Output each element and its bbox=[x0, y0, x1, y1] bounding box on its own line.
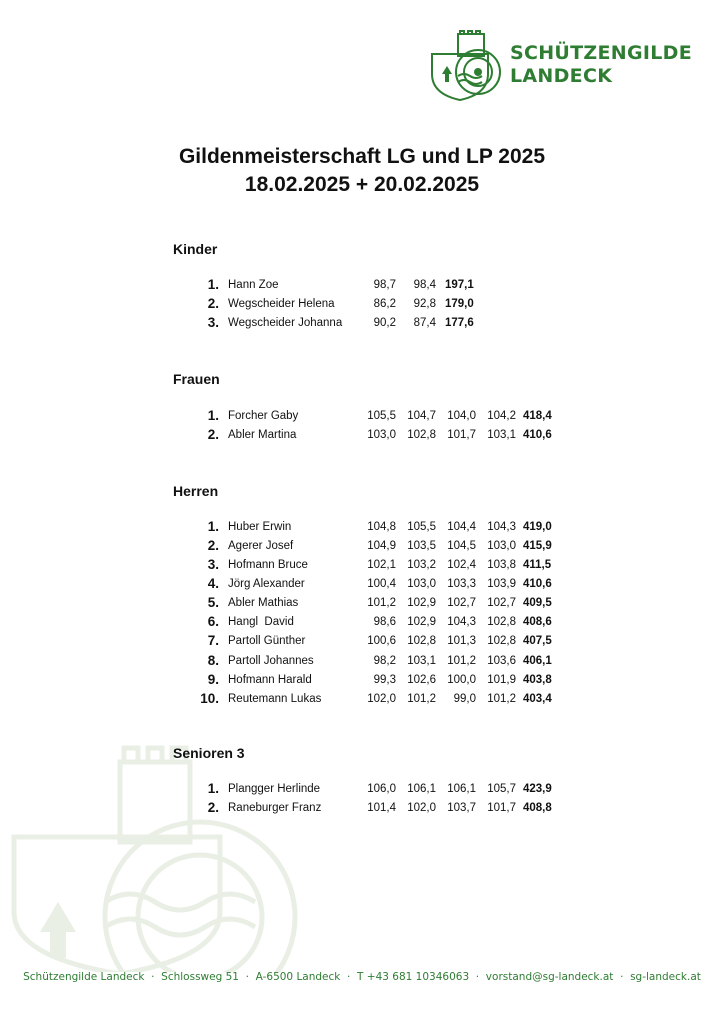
score: 86,2 bbox=[373, 298, 396, 310]
result-row bbox=[0, 317, 724, 336]
club-logo bbox=[428, 30, 708, 102]
score: 104,2 bbox=[487, 410, 516, 422]
score: 101,9 bbox=[487, 674, 516, 686]
score: 101,7 bbox=[487, 802, 516, 814]
score: 102,0 bbox=[367, 693, 396, 705]
rank: 8. bbox=[207, 653, 219, 668]
score: 103,7 bbox=[447, 802, 476, 814]
title-line2: 18.02.2025 + 20.02.2025 bbox=[244, 173, 480, 196]
score: 104,4 bbox=[447, 521, 476, 533]
score: 102,7 bbox=[487, 597, 516, 609]
rank: 6. bbox=[207, 614, 219, 629]
score: 101,4 bbox=[367, 802, 396, 814]
score: 101,2 bbox=[407, 693, 436, 705]
score: 104,3 bbox=[447, 616, 476, 628]
result-row bbox=[0, 616, 724, 635]
shooter-name: Forcher Gaby bbox=[228, 410, 299, 422]
score: 102,8 bbox=[487, 616, 516, 628]
rank: 7. bbox=[207, 633, 219, 648]
score: 103,5 bbox=[407, 540, 436, 552]
result-row bbox=[0, 693, 724, 712]
total-score: 403,4 bbox=[523, 693, 552, 705]
score: 105,5 bbox=[407, 521, 436, 533]
rank: 1. bbox=[207, 781, 219, 796]
rank: 4. bbox=[207, 576, 219, 591]
footer-contact: Schützengilde Landeck · Schlossweg 51 · A-6500 Landeck · T +43 681 10346063 · vorstand@sg-landeck.at · sg-landeck.at bbox=[23, 971, 701, 983]
rank: 1. bbox=[207, 408, 219, 423]
score: 103,1 bbox=[487, 429, 516, 441]
score: 104,9 bbox=[367, 540, 396, 552]
score: 101,2 bbox=[367, 597, 396, 609]
score: 98,4 bbox=[413, 279, 436, 291]
total-score: 410,6 bbox=[523, 429, 552, 441]
result-row bbox=[0, 674, 724, 693]
total-score: 179,0 bbox=[445, 298, 474, 310]
score: 104,7 bbox=[407, 410, 436, 422]
rank: 10. bbox=[200, 691, 219, 706]
section-title-herren: Herren bbox=[173, 483, 219, 499]
score: 103,3 bbox=[447, 578, 476, 590]
section-title-senioren-3: Senioren 3 bbox=[173, 745, 245, 761]
rank: 3. bbox=[207, 315, 219, 330]
score: 102,8 bbox=[487, 635, 516, 647]
total-score: 410,6 bbox=[523, 578, 552, 590]
shooter-name: Reutemann Lukas bbox=[228, 693, 322, 705]
rank: 2. bbox=[207, 296, 219, 311]
score: 100,6 bbox=[367, 635, 396, 647]
result-row bbox=[0, 559, 724, 578]
score: 103,0 bbox=[407, 578, 436, 590]
score: 104,0 bbox=[447, 410, 476, 422]
shooter-name: Hann Zoe bbox=[228, 279, 279, 291]
score: 103,0 bbox=[487, 540, 516, 552]
shooter-name: Abler Mathias bbox=[228, 597, 299, 609]
score: 102,1 bbox=[367, 559, 396, 571]
rank: 2. bbox=[207, 538, 219, 553]
shooter-name: Jörg Alexander bbox=[228, 578, 305, 590]
score: 104,3 bbox=[487, 521, 516, 533]
section-title-kinder: Kinder bbox=[173, 241, 218, 257]
score: 105,7 bbox=[487, 783, 516, 795]
rank: 1. bbox=[207, 519, 219, 534]
shooter-name: Plangger Herlinde bbox=[228, 783, 321, 795]
total-score: 403,8 bbox=[523, 674, 552, 686]
score: 101,3 bbox=[447, 635, 476, 647]
shooter-name: Huber Erwin bbox=[228, 521, 292, 533]
result-row bbox=[0, 410, 724, 429]
score: 106,1 bbox=[447, 783, 476, 795]
score: 101,2 bbox=[487, 693, 516, 705]
result-row bbox=[0, 521, 724, 540]
score: 102,4 bbox=[447, 559, 476, 571]
section-title-frauen: Frauen bbox=[173, 371, 220, 387]
score: 104,5 bbox=[447, 540, 476, 552]
score: 103,8 bbox=[487, 559, 516, 571]
score: 100,4 bbox=[367, 578, 396, 590]
score: 102,6 bbox=[407, 674, 436, 686]
score: 99,3 bbox=[373, 674, 396, 686]
total-score: 411,5 bbox=[523, 559, 552, 571]
shooter-name: Abler Martina bbox=[228, 429, 297, 441]
total-score: 197,1 bbox=[445, 279, 474, 291]
total-score: 408,6 bbox=[523, 616, 552, 628]
shooter-name: Agerer Josef bbox=[228, 540, 294, 552]
score: 98,7 bbox=[373, 279, 396, 291]
score: 101,2 bbox=[447, 655, 476, 667]
result-row bbox=[0, 635, 724, 654]
result-row bbox=[0, 597, 724, 616]
result-row bbox=[0, 578, 724, 597]
score: 103,1 bbox=[407, 655, 436, 667]
result-row bbox=[0, 802, 724, 821]
shooter-name: Hofmann Harald bbox=[228, 674, 312, 686]
total-score: 409,5 bbox=[523, 597, 552, 609]
score: 98,2 bbox=[373, 655, 396, 667]
document-title bbox=[0, 143, 724, 199]
rank: 2. bbox=[207, 800, 219, 815]
score: 102,0 bbox=[407, 802, 436, 814]
result-row bbox=[0, 655, 724, 674]
watermark-emblem-icon bbox=[0, 742, 300, 972]
rank: 5. bbox=[207, 595, 219, 610]
score: 99,0 bbox=[453, 693, 476, 705]
shooter-name: Hofmann Bruce bbox=[228, 559, 308, 571]
rank: 9. bbox=[207, 672, 219, 687]
score: 102,8 bbox=[407, 429, 436, 441]
score: 101,7 bbox=[447, 429, 476, 441]
rank: 3. bbox=[207, 557, 219, 572]
total-score: 406,1 bbox=[523, 655, 552, 667]
total-score: 177,6 bbox=[445, 317, 474, 329]
result-row bbox=[0, 429, 724, 448]
total-score: 407,5 bbox=[523, 635, 552, 647]
score: 102,7 bbox=[447, 597, 476, 609]
score: 102,9 bbox=[407, 597, 436, 609]
score: 106,1 bbox=[407, 783, 436, 795]
total-score: 415,9 bbox=[523, 540, 552, 552]
score: 100,0 bbox=[447, 674, 476, 686]
rank: 1. bbox=[207, 277, 219, 292]
total-score: 423,9 bbox=[523, 783, 552, 795]
result-row bbox=[0, 279, 724, 298]
shooter-name: Raneburger Franz bbox=[228, 802, 322, 814]
club-emblem-icon bbox=[428, 30, 504, 102]
shooter-name: Wegscheider Helena bbox=[228, 298, 335, 310]
shooter-name: Wegscheider Johanna bbox=[228, 317, 343, 329]
score: 103,9 bbox=[487, 578, 516, 590]
score: 87,4 bbox=[413, 317, 436, 329]
total-score: 419,0 bbox=[523, 521, 552, 533]
result-row bbox=[0, 298, 724, 317]
club-name-line1: SCHÜTZENGILDE bbox=[510, 42, 692, 64]
score: 104,8 bbox=[367, 521, 396, 533]
total-score: 418,4 bbox=[523, 410, 552, 422]
shooter-name: Partoll Johannes bbox=[228, 655, 314, 667]
club-name bbox=[510, 42, 692, 88]
total-score: 408,8 bbox=[523, 802, 552, 814]
title-line1: Gildenmeisterschaft LG und LP 2025 bbox=[178, 145, 546, 168]
score: 90,2 bbox=[373, 317, 396, 329]
score: 103,0 bbox=[367, 429, 396, 441]
result-row bbox=[0, 540, 724, 559]
score: 106,0 bbox=[367, 783, 396, 795]
shooter-name: Partoll Günther bbox=[228, 635, 306, 647]
score: 92,8 bbox=[413, 298, 436, 310]
result-row bbox=[0, 783, 724, 802]
score: 103,6 bbox=[487, 655, 516, 667]
score: 105,5 bbox=[367, 410, 396, 422]
score: 102,8 bbox=[407, 635, 436, 647]
score: 103,2 bbox=[407, 559, 436, 571]
shooter-name: Hangl David bbox=[228, 616, 294, 628]
rank: 2. bbox=[207, 427, 219, 442]
score: 98,6 bbox=[373, 616, 396, 628]
score: 102,9 bbox=[407, 616, 436, 628]
club-name-line2: LANDECK bbox=[510, 65, 613, 87]
